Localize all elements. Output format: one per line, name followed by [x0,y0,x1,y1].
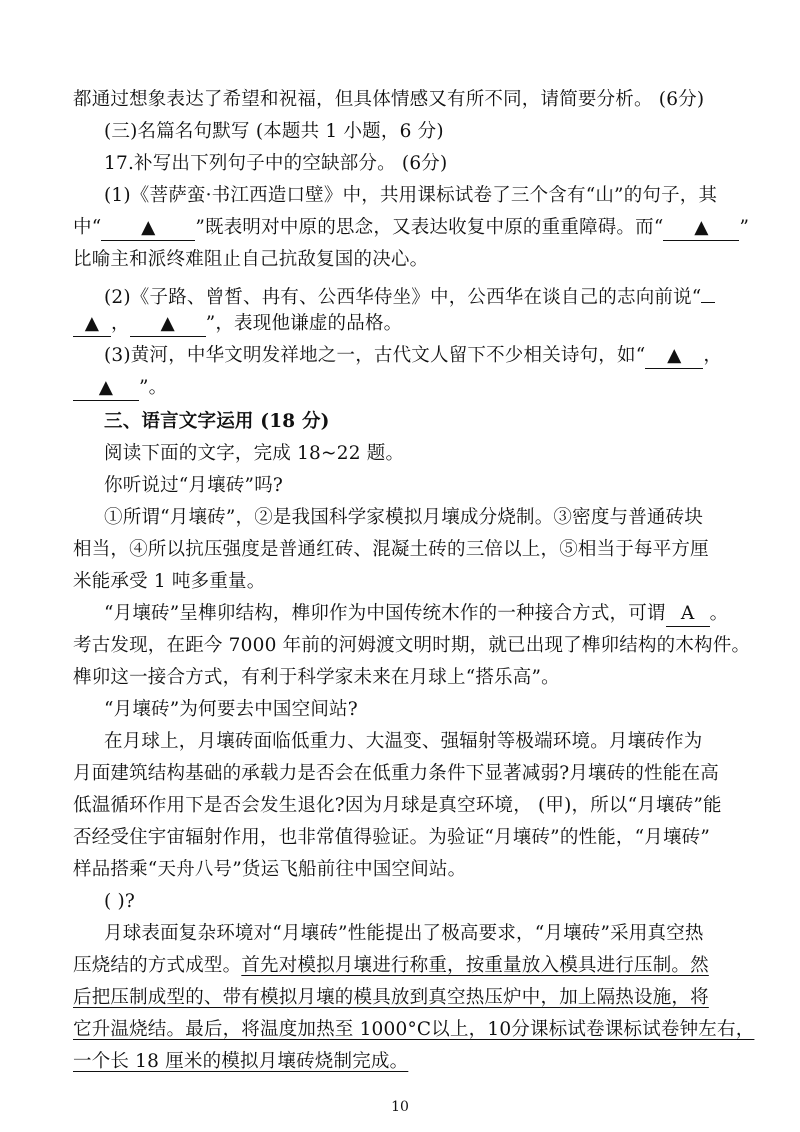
question-17-stem: 17.补写出下列句子中的空缺部分。 (6分) [104,153,448,174]
blank-a[interactable]: A [666,604,710,627]
q17-item-1-line3: 比喻主和派终难阻止自己抗敌复国的决心。 [73,249,429,270]
passage-paragraph-4-line4: 它升温烧结。最后，将温度加热至 1000°C以上，10分课标试卷课标试卷钟左右， [73,1019,755,1040]
q17-item-1: (1)《菩萨蛮·书江西造口壁》中，共用课标试卷了三个含有“山”的句子，其 [104,185,718,206]
text: 。 [709,603,729,624]
text: (2)《子路、曾皙、冉有、公西华侍坐》中，公西华在谈自己的志向前说“ [104,287,702,308]
passage-paragraph-3-line3: 低温循环作用下是否会发生退化?因为月球是真空环境， (甲)，所以“月壤砖”能 [73,795,722,816]
text: “月壤砖”呈榫卯结构，榫卯作为中国传统木作的一种接合方式，可谓 [104,603,666,624]
text: ”，表现他谦虚的品格。 [205,313,403,334]
answer-blank-4[interactable]: ▲ [130,314,206,337]
passage-paragraph-1: ①所谓“月壤砖”，②是我国科学家模拟月壤成分烧制。③密度与普通砖块 [104,507,704,528]
q17-item-1-line2 [73,216,750,240]
text: ” [739,217,750,238]
reading-instruction: 阅读下面的文字，完成 18~22 题。 [104,443,405,464]
passage-paragraph-4-line5: 一个长 18 厘米的模拟月壤砖烧制完成。 [73,1051,409,1072]
passage-paragraph-3-line5: 样品搭乘“天舟八号”货运飞船前往中国空间站。 [73,859,467,880]
text: ”。 [139,377,168,398]
answer-blank-1[interactable]: ▲ [101,218,195,241]
answer-blank-2[interactable]: ▲ [663,218,739,241]
passage-paragraph-1-line3: 米能承受 1 吨多重量。 [73,571,266,592]
passage-paragraph-4-line3: 后把压制成型的、带有模拟月壤的模具放到真空热压炉中，加上隔热设施，将 [73,987,709,1008]
q17-item-2 [104,280,735,308]
answer-blank-6[interactable]: ▲ [73,378,139,401]
passage-paragraph-2 [104,602,735,626]
underlined-text: 首先对模拟月壤进行称重，按重量放入模具进行压制。然 [241,955,709,976]
answer-blank-5[interactable]: ▲ [645,346,703,369]
passage-subheading-1: 你听说过“月壤砖”吗? [104,475,284,496]
passage-paragraph-2-line3: 榫卯这一接合方式，有利于科学家未来在月球上“搭乐高”。 [73,667,560,688]
passage-paragraph-3-line4: 否经受住宇宙辐射作用，也非常值得验证。为验证“月壤砖”的性能，“月壤砖” [73,827,711,848]
passage-subheading-2: “月壤砖”为何要去中国空间站? [104,699,358,720]
section-3-heading: (三)名篇名句默写 (本题共 1 小题，6 分) [104,121,444,142]
passage-paragraph-4-line2 [73,954,735,978]
text: ， [111,313,130,334]
text: (3)黄河，中华文明发祥地之一，古代文人留下不少相关诗句，如“ [104,345,646,366]
answer-blank-3[interactable]: ▲ [73,314,111,337]
text: ”既表明对中原的思念，又表达收复中原的重重障碍。而“ [195,217,664,238]
question-16-tail: 都通过想象表达了希望和祝福，但具体情感又有所不同，请简要分析。 (6分) [73,89,705,110]
text: 压烧结的方式成型。 [73,955,242,976]
text: 中“ [73,217,102,238]
text: ， [703,345,723,366]
page-number: 10 [391,1099,409,1115]
answer-blank-3-start[interactable] [701,280,715,303]
passage-paragraph-3: 在月球上，月壤砖面临低重力、大温变、强辐射等极端环境。月壤砖作为 [104,731,703,752]
passage-paragraph-4: 月球表面复杂环境对“月壤砖”性能提出了极高要求，“月壤砖”采用真空热 [104,923,704,944]
q17-item-3 [104,344,735,368]
q17-item-3-line2 [73,376,735,400]
passage-paragraph-2-line2: 考古发现，在距今 7000 年前的河姆渡文明时期，就已出现了榫卯结构的木构件。 [73,635,751,656]
passage-paragraph-3-line2: 月面建筑结构基础的承载力是否会在低重力条件下显著减弱?月壤砖的性能在高 [73,763,719,784]
section-three-heading: 三、语言文字运用 (18 分) [104,411,330,432]
passage-paragraph-1-line2: 相当，④所以抗压强度是普通红砖、混凝土砖的三倍以上，⑤相当于每平方厘 [73,539,709,560]
passage-subheading-3-blank: ( )? [104,891,136,912]
q17-item-2-line2 [73,312,735,336]
